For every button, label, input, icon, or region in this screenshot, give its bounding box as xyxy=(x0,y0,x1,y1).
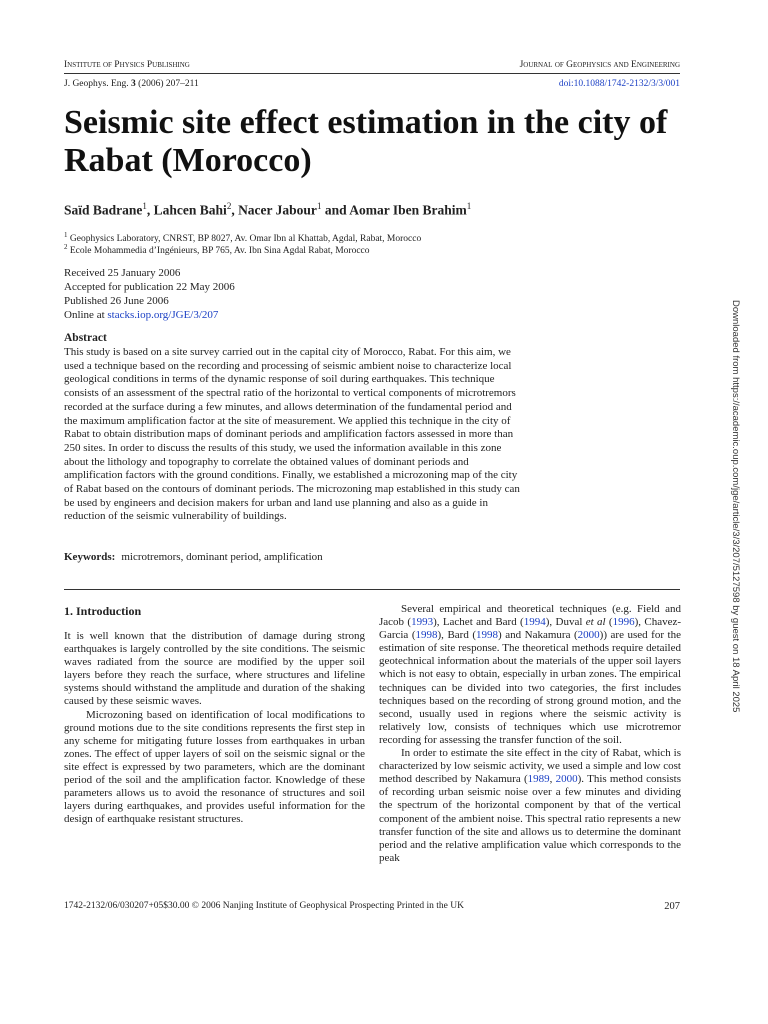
author-affiliation-mark: 1 xyxy=(142,201,147,211)
citation-link[interactable]: 2000 xyxy=(577,629,600,642)
keywords-text: microtremors, dominant period, amplification xyxy=(121,551,323,563)
citation-link[interactable]: 1994 xyxy=(523,616,546,629)
affiliation-number: 2 xyxy=(64,243,68,251)
citation-journal: J. Geophys. Eng. xyxy=(64,79,129,89)
keywords-label: Keywords: xyxy=(64,551,116,563)
paragraph: Microzoning based on identification of local modifications to ground motions due to the site conditions represents the first step in any scheme for mitigating future losses from earthquakes in urban zones. The effect of upper layers of soil on the seismic signal or the site effect is expressed by two parameters, which are the dominant period of the soil and the amplification factor. Knowledge of these parameters allows us to avoid the resonance of structures and soil layers during earthquakes, and provides useful information for the design of earthquake resistant structures. xyxy=(64,708,365,826)
citation-link[interactable]: 2000 xyxy=(555,773,578,786)
author-name: Lahcen Bahi xyxy=(153,202,227,218)
author-name: Nacer Jabour xyxy=(238,202,317,218)
section-rule xyxy=(64,589,680,590)
citation-link[interactable]: 1998 xyxy=(476,629,499,642)
affiliation-number: 1 xyxy=(64,231,68,239)
abstract-heading: Abstract xyxy=(64,332,107,344)
author-affiliation-mark: 1 xyxy=(316,201,322,211)
citation-link[interactable]: 1998 xyxy=(415,629,438,642)
right-column xyxy=(379,603,681,865)
download-note: Downloaded from https://academic.oup.com/jge/article/3/3/207/5127598 by guest on 18 April 2025 xyxy=(730,300,741,713)
page-number: 207 xyxy=(664,901,680,912)
accepted-date: Accepted for publication 22 May 2006 xyxy=(64,281,235,293)
received-date: Received 25 January 2006 xyxy=(64,267,181,279)
citation-link[interactable]: 1989 xyxy=(527,773,550,786)
citation xyxy=(64,78,199,90)
paragraph: It is well known that the distribution of damage during strong earthquakes is largely controlled by the site conditions. The seismic waves radiated from the source are modified by the upper soil layers before they reach the surface, where structures and lifeline systems should withstand the amplitude and duration of the shaking caused by these seismic waves. xyxy=(64,630,365,708)
author-separator: , xyxy=(146,202,154,218)
online-link[interactable]: stacks.iop.org/JGE/3/207 xyxy=(107,309,219,321)
left-column xyxy=(64,630,365,826)
paragraph: Several empirical and theoretical techniques (e.g. Field and Jacob (1993), Lachet and Bard (1994), Duval et al (1996), Chavez-Garcia (1998), Bard (1998) and Nakamura (2000)) are used for the estimation of site response. The theoretical methods require detailed geotechnical information about the materials of the upper soil layers which is not easy to obtain, especially in urban zones. The empirical techniques can be divided into two categories, the first includes techniques based on the recording of strong ground motion, and the second, usually used in regions where the seismic activity is relatively low, consists of techniques which use microtremor recording for assessing the transfer function of the soil. xyxy=(379,603,682,746)
author-separator: and xyxy=(321,202,350,218)
online-line xyxy=(64,308,235,322)
doi-link[interactable]: doi:10.1088/1742-2132/3/3/001 xyxy=(558,79,680,89)
citation-link[interactable]: 1993 xyxy=(411,616,434,629)
citation-link[interactable]: 1996 xyxy=(612,616,635,629)
abstract-text: This study is based on a site survey carried out in the capital city of Morocco, Rabat. For this aim, we used a technique based on the recording and processing of seismic ambient noise to characterize local geological conditions in terms of the dynamic response of soil during earthquakes. This technique consists of an assessment of the spectral ratio of the horizontal to vertical components of microtremors recorded at the surface during a few minutes, and allows determination of the fundamental period and the maximum amplification factor at the site of measurement. We applied this technique in the city of Rabat to obtain distribution maps of dominant periods and amplification factors assessed in more than 250 sites. In order to discuss the results of this study, we used the information available in this zone about the lithology and topography to correlate the obtained values of dominant periods and amplification factors with the ground conditions. Finally, we established a microzoning map of the city of Rabat based on the contours of dominant periods. The microzoning map established in this study can be used by engineers and decision makers for urban and land use planning and also as a guide in reduction of the seismic vulnerability of buildings. xyxy=(64,346,520,523)
published-date: Published 26 June 2006 xyxy=(64,295,169,307)
author-separator: , xyxy=(231,202,239,218)
keywords xyxy=(64,551,323,563)
affiliation-text: Geophysics Laboratory, CNRST, BP 8027, Av. Omar Ibn al Khattab, Agdal, Rabat, Morocco xyxy=(69,234,422,245)
header-rule xyxy=(64,73,680,74)
citation-pages: (2006) 207–211 xyxy=(138,79,199,89)
footer-copyright: 1742-2132/06/030207+05$30.00 © 2006 Nanjing Institute of Geophysical Prospecting Printed in the UK xyxy=(64,901,464,911)
publication-dates xyxy=(64,266,235,322)
citation-volume: 3 xyxy=(131,79,136,89)
publisher-name: Institute of Physics Publishing xyxy=(64,60,190,70)
affiliation-text: Ecole Mohammedia d’Ingénieurs, BP 765, Av. Ibn Sina Agdal Rabat, Morocco xyxy=(69,246,370,257)
paper-title: Seismic site effect estimation in the city of Rabat (Morocco) xyxy=(64,104,668,179)
author-affiliation-mark: 2 xyxy=(226,201,232,211)
paragraph: In order to estimate the site effect in the city of Rabat, which is characterized by low seismic activity, we used a simple and low cost method described by Nakamura (1989, 2000). This method consists of recording urban seismic noise over a few minutes and dividing the spectrum of the horizontal component by that of the vertical component of the ambient noise. This spectral ratio represents a new transfer function of the site and allows us to determine the dominant period and the relative amplification value which corresponds to the peak xyxy=(379,747,681,864)
author-name: Saïd Badrane xyxy=(64,202,143,218)
author-name: Aomar Iben Brahim xyxy=(349,202,467,218)
author-affiliation-mark: 1 xyxy=(466,201,472,211)
online-label: Online at xyxy=(64,309,108,321)
section-heading: 1. Introduction xyxy=(64,604,142,618)
author-list xyxy=(64,201,684,219)
affiliation xyxy=(64,241,370,257)
journal-name: Journal of Geophysics and Engineering xyxy=(519,60,680,70)
